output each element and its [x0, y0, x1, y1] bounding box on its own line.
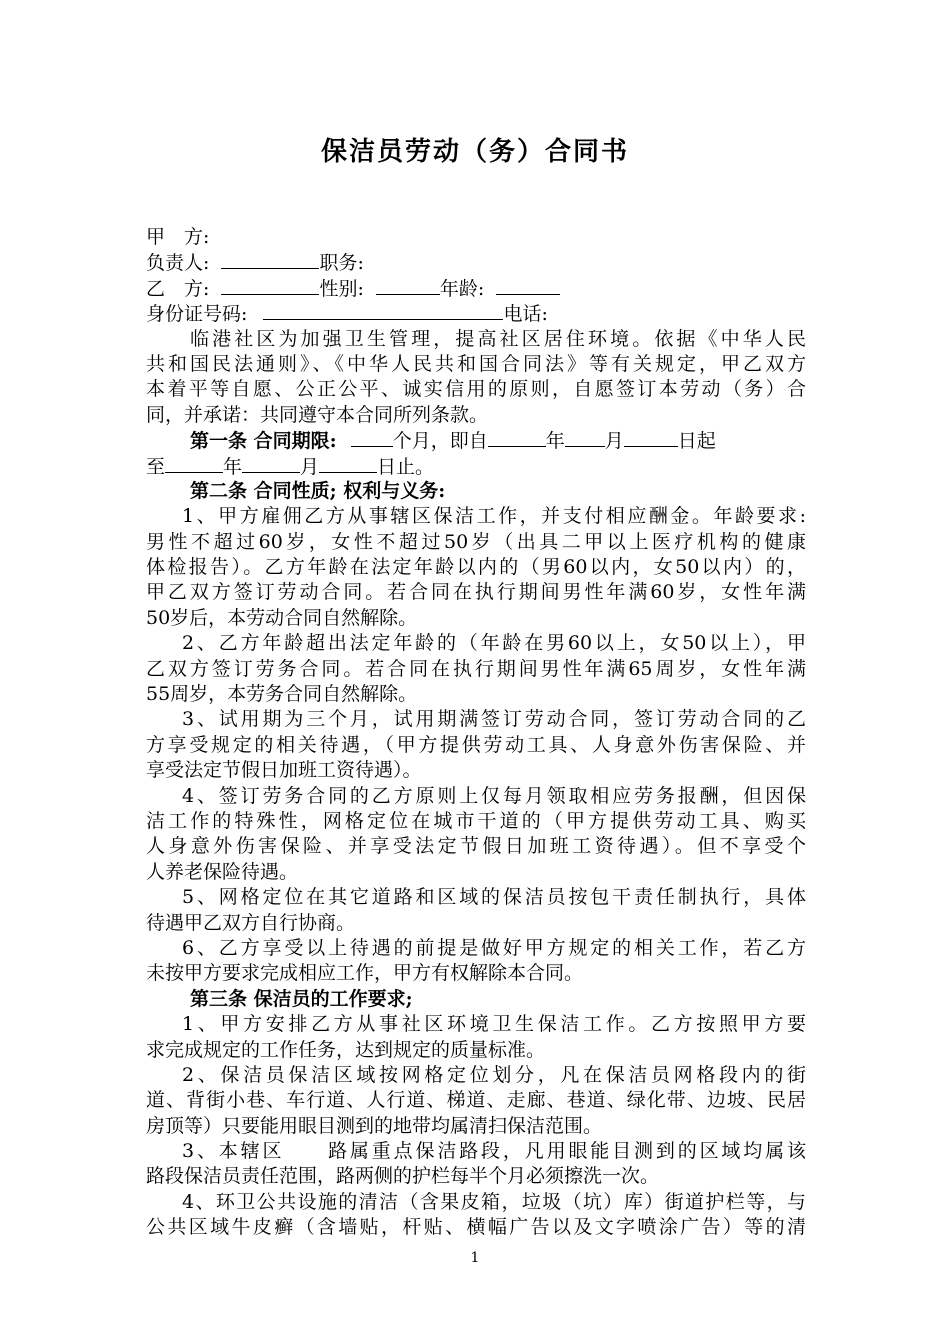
article1-line	[146, 454, 806, 479]
intro-line: 同，并承诺：共同遵守本合同所列条款。	[146, 403, 489, 426]
position-label: 职务:	[319, 252, 364, 275]
article2-line: 待遇甲乙双方自行协商。	[146, 911, 356, 934]
article2-line: 55周岁，本劳务合同自然解除。	[146, 683, 418, 706]
article2-line: 男性不超过60岁，女性不超过50岁（出具二甲以上医疗机构的健康	[146, 530, 806, 553]
id-number-label: 身份证号码:	[146, 303, 248, 326]
article2-line: 2、乙方年龄超出法定年龄的（年龄在男60以上，女50以上），甲	[182, 632, 806, 655]
party-b-blank	[221, 276, 319, 295]
article2-line: 6、乙方享受以上待遇的前提是做好甲方规定的相关工作，若乙方	[182, 936, 806, 959]
article2-heading: 第二条 合同性质; 权利与义务:	[190, 479, 446, 502]
article1-line	[146, 428, 806, 453]
end-day-blank	[319, 454, 377, 473]
months-text: 个月，即自	[392, 430, 488, 453]
article2-line: 人养老保险待遇。	[146, 860, 299, 883]
start-year-text: 年	[545, 430, 565, 453]
party-a-line	[146, 225, 806, 250]
months-blank	[351, 428, 393, 447]
party-b-label: 乙 方:	[146, 277, 210, 300]
article2-line: 享受法定节假日加班工资待遇）。	[146, 759, 422, 782]
article3-line: 2、保洁员保洁区域按网格定位划分，凡在保洁员网格段内的街	[182, 1063, 806, 1086]
gender-blank	[376, 276, 440, 295]
article3-heading: 第三条 保洁员的工作要求;	[190, 987, 413, 1010]
intro-line: 本着平等自愿、公正公平、诚实信用的原则，自愿签订本劳动（务）合	[146, 378, 806, 401]
id-number-line	[146, 301, 806, 326]
id-number-blank	[263, 301, 503, 320]
article3-line: 房顶等）只要能用眼目测到的地带均属清扫保洁范围。	[146, 1114, 603, 1137]
start-month-text: 月	[604, 430, 624, 453]
article3-line: 路段保洁员责任范围，路两侧的护栏每半个月必须擦洗一次。	[146, 1165, 660, 1188]
article3-line: 1、甲方安排乙方从事社区环境卫生保洁工作。乙方按照甲方要	[182, 1013, 806, 1036]
article2-line: 方享受规定的相关待遇，（甲方提供劳动工具、人身意外伤害保险、并	[146, 733, 806, 756]
article3-line: 3、本辖区 路属重点保洁路段，凡用眼能目测到的区域均属该	[182, 1140, 806, 1163]
page-number: 1	[470, 1250, 480, 1266]
age-label: 年龄:	[439, 277, 485, 300]
article2-line: 体检报告）。乙方年龄在法定年龄以内的（男60以内，女50以内）的，	[146, 556, 806, 579]
article3-line: 公共区域牛皮癣（含墙贴，杆贴、横幅广告以及文字喷涂广告）等的清	[146, 1216, 806, 1239]
person-in-charge-label: 负责人:	[146, 252, 210, 275]
document-title: 保洁员劳动（务）合同书	[320, 137, 629, 167]
intro-line: 共和国民法通则》、《中华人民共和国合同法》等有关规定，甲乙双方	[146, 352, 806, 375]
start-year-blank	[488, 428, 546, 447]
party-a-label: 甲 方:	[146, 226, 210, 248]
article2-line: 50岁后，本劳动合同自然解除。	[146, 606, 418, 629]
article2-line: 未按甲方要求完成相应工作，甲方有权解除本合同。	[146, 962, 584, 985]
article3-line: 求完成规定的工作任务，达到规定的质量标准。	[146, 1038, 546, 1061]
phone-label: 电话:	[503, 303, 548, 326]
article2-line: 3、试用期为三个月，试用期满签订劳动合同，签订劳动合同的乙	[182, 708, 806, 731]
intro-line: 临港社区为加强卫生管理，提高社区居住环境。依据《中华人民	[190, 327, 806, 350]
end-month-text: 月	[300, 455, 320, 478]
article1-heading: 第一条 合同期限:	[190, 430, 337, 453]
end-day-text: 日止。	[377, 455, 435, 478]
person-in-charge-line	[146, 250, 806, 275]
end-year-blank	[165, 454, 223, 473]
end-year-text: 年	[223, 455, 243, 478]
start-month-blank	[565, 428, 605, 447]
article2-line: 乙双方签订劳务合同。若合同在执行期间男性年满65周岁，女性年满	[146, 657, 806, 680]
to-text: 至	[146, 455, 166, 478]
article2-line: 甲乙双方签订劳动合同。若合同在执行期间男性年满60岁，女性年满	[146, 581, 806, 604]
article3-line: 道、背街小巷、车行道、人行道、梯道、走廊、巷道、绿化带、边坡、民居	[146, 1089, 806, 1112]
party-b-line	[146, 276, 806, 301]
article3-line: 4、环卫公共设施的清洁（含果皮箱，垃圾（坑）库）街道护栏等，与	[182, 1190, 806, 1213]
article2-line: 人身意外伤害保险、并享受法定节假日加班工资待遇）。但不享受个	[146, 835, 806, 858]
contract-body	[146, 225, 806, 1241]
article2-line: 1、甲方雇佣乙方从事辖区保洁工作，并支付相应酬金。年龄要求:	[182, 505, 806, 528]
article2-line: 5、网格定位在其它道路和区域的保洁员按包干责任制执行，具体	[182, 886, 806, 909]
article2-line: 4、签订劳务合同的乙方原则上仅每月领取相应劳务报酬，但因保	[182, 784, 806, 807]
article2-line: 洁工作的特殊性，网格定位在城市干道的（甲方提供劳动工具、购买	[146, 809, 806, 832]
gender-label: 性别:	[319, 277, 364, 300]
person-in-charge-blank	[221, 250, 319, 269]
end-month-blank	[242, 454, 300, 473]
start-day-blank	[624, 428, 678, 447]
start-day-text: 日起	[677, 430, 716, 453]
age-blank	[496, 276, 560, 295]
